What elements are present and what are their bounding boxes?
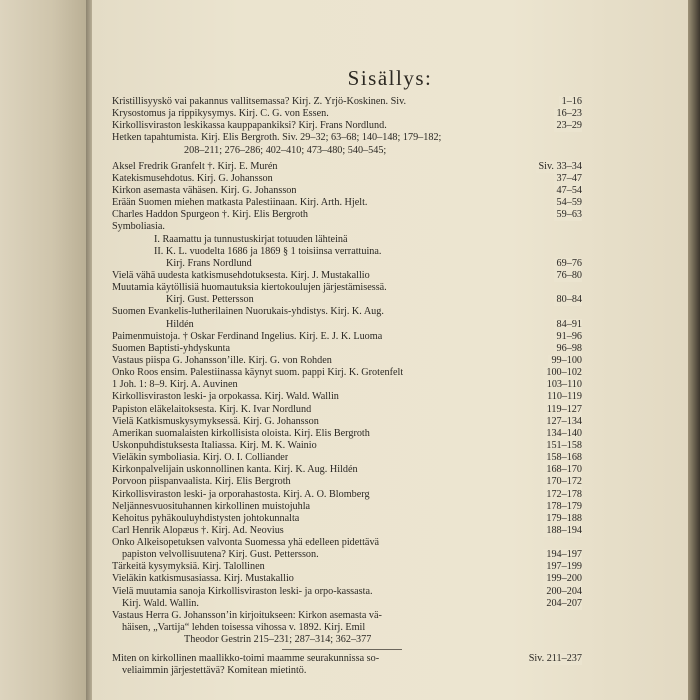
toc-entry-pages: 199–200: [543, 573, 582, 585]
toc-entry: [112, 476, 582, 488]
toc-entry-pages: Siv. 33–34: [536, 161, 583, 173]
toc-entry: [112, 452, 582, 464]
page-edge-shadow: [688, 0, 700, 700]
toc-entry-pages: 99–100: [548, 355, 582, 367]
toc-entry-pages: 84–91: [554, 319, 582, 331]
toc-entry: [112, 561, 582, 573]
toc-entry-text: Kirj. Gust. Pettersson: [166, 294, 254, 306]
book-spine-page: [0, 0, 88, 700]
toc-entry-text: Symboliasia.: [112, 221, 165, 233]
toc-entry-text: veliaimmin järjestettävä? Komitean mietintö.: [122, 665, 307, 677]
toc-entry: [112, 221, 582, 233]
toc-entry-text: I. Raamattu ja tunnustuskirjat totuuden lähteinä: [154, 233, 348, 245]
toc-entry: [112, 489, 582, 501]
toc-entry-text: Vieläkin symboliasia. Kirj. O. I. Colliander: [112, 452, 289, 464]
toc-entry-pages: 151–158: [543, 440, 582, 452]
toc-entry-pages: 168–170: [543, 464, 582, 476]
toc-entry: [112, 622, 582, 634]
toc-entry-pages: 172–178: [543, 489, 582, 501]
toc-entry-pages: 110–119: [544, 391, 582, 403]
toc-entry-pages: 134–140: [543, 428, 582, 440]
book-page: [92, 0, 688, 700]
toc-entry-text: Amerikan suomalaisten kirkollisista oloista. Kirj. Elis Bergroth: [112, 427, 370, 439]
toc-entry-text: Kirkonpalvelijain uskonnollinen kanta. Kirj. K. Aug. Hildén: [112, 464, 358, 476]
toc-entry-text: Krysostomus ja rippikysymys. Kirj. C. G. von Essen.: [112, 108, 329, 120]
toc-entry: [112, 549, 582, 561]
toc-entry-pages: 158–168: [543, 452, 582, 464]
toc-entry-text: Suomen Evankelis-lutherilainen Nuorukais-yhdistys. Kirj. K. Aug.: [112, 306, 384, 318]
toc-entry-text: Carl Henrik Alopæus †. Kirj. Ad. Neovius: [112, 524, 284, 536]
toc-entry-pages: 91–96: [554, 331, 582, 343]
toc-entry: [112, 525, 582, 537]
toc-entry-pages: 69–76: [554, 258, 582, 270]
toc-entry-pages: 204–207: [543, 598, 582, 610]
toc-entry-text: Kehoitus pyhäkouluyhdistysten johtokunnalta: [112, 512, 300, 524]
toc-entry-text: Kirkollisviraston leskikassa kauppapankiksi? Kirj. Frans Nordlund.: [112, 120, 387, 132]
toc-entry-text: Hetken tapahtumista. Kirj. Elis Bergroth. Siv. 29–32; 63–68; 140–148; 179–182;: [112, 132, 442, 144]
toc-entry-pages: 200–204: [543, 586, 582, 598]
toc-entry-pages: 23–29: [554, 120, 582, 132]
toc-entry: [112, 246, 582, 258]
toc-entry: [112, 145, 582, 157]
toc-entry-pages: 170–172: [543, 476, 582, 488]
toc-entry: [112, 120, 582, 132]
toc-entry: [112, 428, 582, 440]
toc-entry: [112, 404, 582, 416]
toc-entry-text: Vielä Katkismuskysymyksessä. Kirj. G. Johansson: [112, 415, 319, 427]
toc-entry-text: Katekismusehdotus. Kirj. G. Johansson: [112, 172, 273, 184]
toc-entry-pages: 16–23: [554, 108, 582, 120]
toc-entry-text: 1 Joh. 1: 8–9. Kirj. A. Auvinen: [112, 379, 238, 391]
toc-entry: [112, 343, 582, 355]
toc-entry: [112, 634, 582, 646]
toc-entry: [112, 379, 582, 391]
toc-entry-text: Charles Haddon Spurgeon †. Kirj. Elis Bergroth: [112, 209, 308, 221]
toc-entry: [112, 598, 582, 610]
toc-entry-pages: 80–84: [554, 294, 582, 306]
toc-entry-text: Kirkon asemasta vähäsen. Kirj. G. Johansson: [112, 184, 297, 196]
toc-entry: [112, 501, 582, 513]
toc-entry-pages: 103–110: [544, 379, 582, 391]
toc-entry: [112, 185, 582, 197]
toc-entry-pages: 119–127: [544, 404, 582, 416]
toc-entry: [112, 513, 582, 525]
toc-entry-text: Aksel Fredrik Granfelt †. Kirj. E. Murén: [112, 160, 278, 172]
page-title: Sisällys:: [347, 66, 433, 90]
toc-entry-text: Papiston eläkelaitoksesta. Kirj. K. Ivar Nordlund: [112, 403, 312, 415]
toc-entry-text: Theodor Gestrin 215–231; 287–314; 362–377: [184, 634, 372, 646]
toc-entry: [112, 173, 582, 185]
toc-entry-text: II. K. L. vuodelta 1686 ja 1869 § 1 toisiinsa verrattuina.: [154, 245, 382, 257]
toc-entry-text: Paimenmuistoja. † Oskar Ferdinand Ingelius. Kirj. E. J. K. Luoma: [112, 330, 383, 342]
toc-entry: [112, 573, 582, 585]
toc-entry: [112, 294, 582, 306]
toc-entry-text: Vielä vähä uudesta katkismusehdotuksesta. Kirj. J. Mustakallio: [112, 269, 370, 281]
toc-entry-text: papiston velvollisuutena? Kirj. Gust. Pettersson.: [122, 549, 319, 561]
toc-entry: [112, 270, 582, 282]
toc-entry-pages: 1–16: [559, 96, 582, 108]
toc-entry-pages: 197–199: [543, 561, 582, 573]
toc-entry-text: Kirkollisviraston leski- ja orporahastosta. Kirj. A. O. Blomberg: [112, 488, 370, 500]
toc-entry-text: Kirkollisviraston leski- ja orpokassa. Kirj. Wald. Wallin: [112, 391, 339, 403]
toc-entry-pages: 188–194: [543, 525, 582, 537]
toc-entry-pages: Siv. 211–237: [526, 653, 582, 665]
toc-entry: [112, 391, 582, 403]
toc-entry: [112, 440, 582, 452]
toc-entry: [112, 258, 582, 270]
toc-entry-pages: 127–134: [543, 416, 582, 428]
toc-entry: [112, 161, 582, 173]
toc-entry-pages: 47–54: [554, 185, 582, 197]
toc-entry-text: Erään Suomen miehen matkasta Palestiinaan. Kirj. Arth. Hjelt.: [112, 197, 368, 209]
toc-entry: [112, 108, 582, 120]
toc-entry-text: Tärkeitä kysymyksiä. Kirj. Talollinen: [112, 561, 265, 573]
toc-entry-text: Hildén: [166, 318, 194, 330]
toc-entry: [112, 197, 582, 209]
toc-entry: [112, 282, 582, 294]
toc-entry-text: Uskonpuhdistuksesta Italiassa. Kirj. M. K. Wainio: [112, 439, 317, 451]
toc-entry-text: Porvoon piispanvaalista. Kirj. Elis Bergroth: [112, 476, 291, 488]
toc-entry-pages: 194–197: [543, 549, 582, 561]
toc-entry-text: Kristillisyyskö vai pakannus vallitsemassa? Kirj. Z. Yrjö-Koskinen. Siv.: [112, 96, 407, 107]
toc-entry: [112, 416, 582, 428]
toc-entry-text: Neljännesvuosituhannen kirkollinen muistojuhla: [112, 500, 311, 512]
toc-entry: [112, 306, 582, 318]
toc-entry: [112, 586, 582, 598]
toc-entry: [112, 319, 582, 331]
toc-entry-text: Onko Alkeisopetuksen valvonta Suomessa yhä edelleen pidettävä: [112, 537, 380, 549]
toc-entry: [112, 464, 582, 476]
toc-entry-pages: 178–179: [543, 501, 582, 513]
toc-entry-pages: 96–98: [554, 343, 582, 355]
toc-entry: [112, 367, 582, 379]
toc-entry: [112, 610, 582, 622]
toc-entry: [112, 355, 582, 367]
toc-entry-pages: 179–188: [543, 513, 582, 525]
toc-entry-pages: 54–59: [554, 197, 582, 209]
toc-entry-text: Vastaus piispa G. Johanssonʼille. Kirj. G. von Rohden: [112, 354, 332, 366]
toc-entry-text: Muutamia käytöllisiä huomautuksia kiertokoulujen järjestämisessä.: [112, 282, 387, 294]
toc-entry-text: 208–211; 276–286; 402–410; 473–480; 540–545;: [184, 144, 387, 156]
toc-entry: [112, 234, 582, 246]
toc-entry-text: Kirj. Wald. Wallin.: [122, 597, 199, 609]
toc-entry: [112, 96, 582, 108]
table-of-contents: [112, 96, 582, 678]
toc-entry: [112, 665, 582, 677]
toc-entry-text: Miten on kirkollinen maallikko-toimi maamme seurakunnissa so-: [112, 653, 380, 665]
toc-entry-pages: 37–47: [554, 173, 582, 185]
toc-entry-pages: 100–102: [543, 367, 582, 379]
toc-entry: [112, 209, 582, 221]
toc-entry: [112, 331, 582, 343]
toc-entry: [112, 653, 582, 665]
toc-entry: [112, 537, 582, 549]
toc-entry-text: Suomen Baptisti-yhdyskunta: [112, 342, 231, 354]
toc-entry-pages: 76–80: [554, 270, 582, 282]
toc-entry: [112, 132, 582, 144]
toc-entry-text: häisen, „Vartija“ lehden toisessa vihossa v. 1892. Kirj. Emil: [122, 622, 366, 634]
toc-entry-text: Kirj. Frans Nordlund: [166, 257, 252, 269]
toc-entry-text: Onko Roos ensim. Palestiinassa käynyt suom. pappi Kirj. K. Grotenfelt: [112, 367, 404, 379]
toc-entry-text: Vielä muutamia sanoja Kirkollisviraston leski- ja orpo-kassasta.: [112, 585, 373, 597]
toc-entry-pages: 59–63: [554, 209, 582, 221]
toc-entry-text: Vieläkin katkismusasiassa. Kirj. Mustakallio: [112, 573, 294, 585]
separator-rule: [282, 649, 402, 650]
toc-entry-text: Vastaus Herra G. Johanssonʼin kirjoitukseen: Kirkon asemasta vä-: [112, 609, 382, 621]
